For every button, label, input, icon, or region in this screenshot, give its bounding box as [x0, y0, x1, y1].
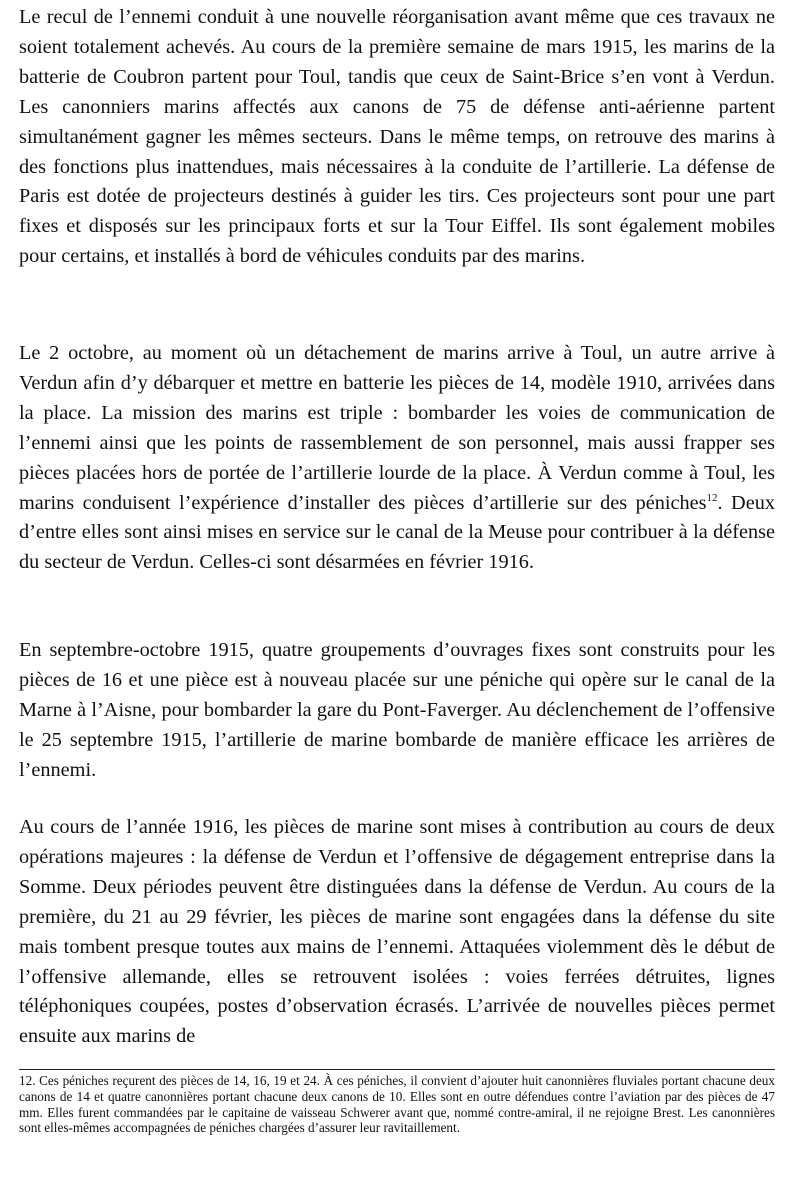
footnote-reference: 12: [706, 491, 718, 504]
body-paragraph: En septembre-octobre 1915, quatre groupements d’ouvrages fixes sont construits pour les pièces de 16 et une pièce est à nouveau placée sur une péniche qui opère sur le canal de la Marne à l’Aisne, pour bombarder la gare du Pont-Faverger. Au déclenchement de l’offensive le 25 septembre 1915, l’artillerie de marine bombarde de manière efficace les arrières de l’ennemi.: [19, 639, 775, 781]
body-paragraph: Au cours de l’année 1916, les pièces de marine sont mises à contribution au cours de deux opérations majeures : la défense de Verdun et l’offensive de dégagement entreprise dans la Somme. Deux périodes peuvent être distinguées dans la défense de Verdun. Au cours de la première, du 21 au 29 février, les pièces de marine sont engagées dans la défense du site mais tombent presque toutes aux mains de l’ennemi. Attaquées violemment dès le début de l’offensive allemande, elles se retrouvent isolées : voies ferrées détruites, lignes téléphoniques coupées, postes d’observation écrasés. L’arrivée de nouvelles pièces permet ensuite aux marins de: [19, 816, 775, 1048]
paragraph-text: Le 2 octobre, au moment où un détachement de marins arrive à Toul, un autre arrive à Verdun afin d’y débarquer et mettre en batterie les pièces de 14, modèle 1910, arrivées dans la place. La mission des marins est triple : bombarder les voies de communication de l’ennemi ainsi que les points de rassemblement de son personnel, mais aussi frapper ses pièces placées hors de portée de l’artillerie lourde de la place. À Verdun comme à Toul, les marins conduisent l’expérience d’installer des pièces d’artillerie sur des péniches: [19, 342, 775, 514]
paragraph-text: . Deux d’entre elles sont ainsi mises en service sur le canal de la Meuse pour contribuer à la défense du secteur de Verdun. Celles-ci sont désarmées en février 1916.: [19, 491, 775, 574]
body-paragraph: [19, 339, 775, 578]
body-paragraph: Le recul de l’ennemi conduit à une nouvelle réorganisation avant même que ces travaux ne soient totalement achevés. Au cours de la première semaine de mars 1915, les marins de la batterie de Coubron partent pour Toul, tandis que ceux de Saint-Brice s’en vont à Verdun. Les canonniers marins affectés aux canons de 75 de défense anti-aérienne partent simultanément gagner les mêmes secteurs. Dans le même temps, on retrouve des marins à des fonctions plus inattendues, mais nécessaires à la conduite de l’artillerie. La défense de Paris est dotée de projecteurs destinés à guider les tirs. Ces projecteurs sont pour une part fixes et disposés sur les principaux forts et sur la Tour Eiffel. Ils sont également mobiles pour certains, et installés à bord de véhicules conduits par des marins.: [19, 6, 775, 268]
footnote: 12. Ces péniches reçurent des pièces de 14, 16, 19 et 24. À ces péniches, il convient d’ajouter huit canonnières fluviales portant chacune deux canons de 14 et quatre canonnières portant chacune deux canons de 10. Elles sont en outre défendues contre l’aviation par des pièces de 47 mm. Elles furent commandées par le capitaine de vaisseau Schwerer avant que, nommé contre-amiral, il ne rejoigne Brest. Les canonnières sont elles-mêmes accompagnées de péniches chargées d’assurer leur ravitaillement.: [19, 1073, 775, 1136]
footnote-separator: [19, 1069, 775, 1070]
